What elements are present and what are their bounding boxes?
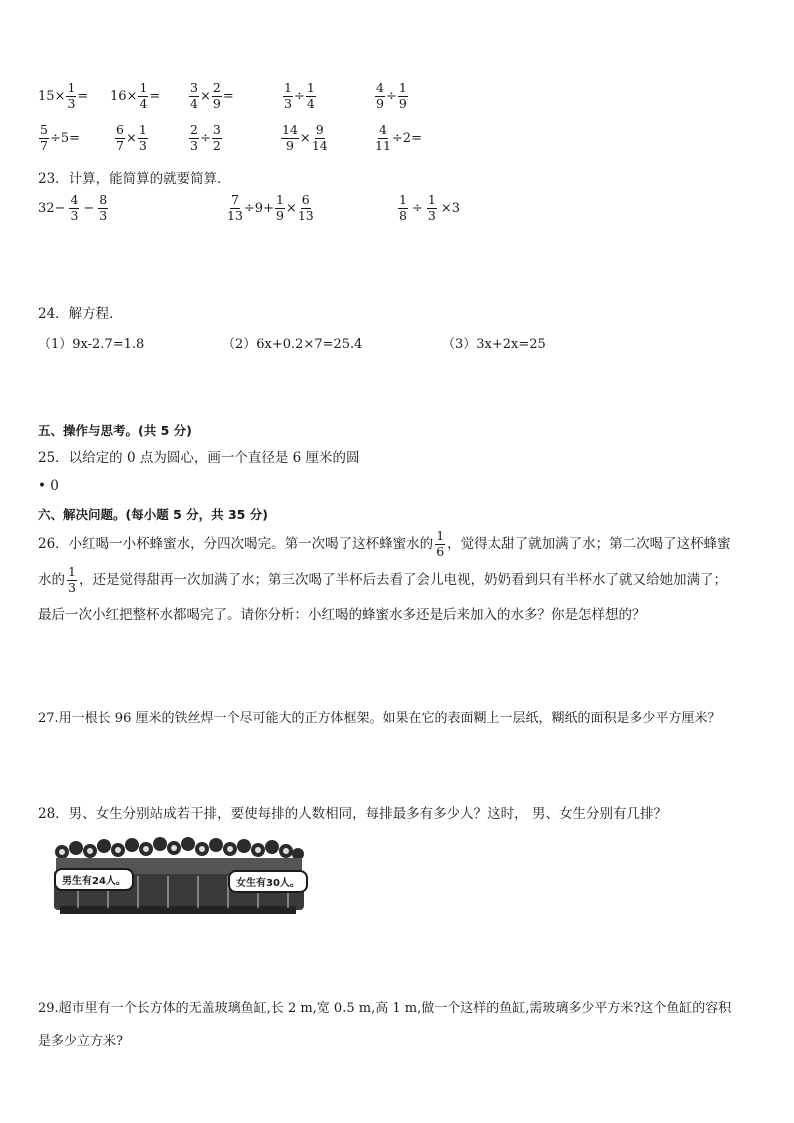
q23-expr-1: 32− $\frac{4}{3}$ − $\frac{8}{3}$ (38, 192, 108, 223)
center-point-label: • 0 (38, 478, 59, 494)
q26-text: 最后一次小红把整杯水都喝完了。请你分析：小红喝的蜂蜜水多还是后来加入的水多？你是怎样想的？ (38, 607, 646, 623)
calc-item-1 (38, 82, 88, 110)
fraction: $\frac{1}{4}$ (306, 80, 315, 111)
calc-item-6 (38, 124, 80, 152)
fraction: $\frac{1}{3}$ (68, 564, 76, 595)
calc-text: 16× (110, 88, 138, 104)
q25: 25．以给定的 0 点为圆心，画一个直径是 6 厘米的圆 (38, 450, 360, 466)
q28: 28．男、女生分别站成若干排，要使每排的人数相同，每排最多有多少人？这时， 男、女生分别有几排？ (38, 806, 667, 822)
fraction: $\frac{4}{11}$ (375, 122, 391, 153)
calc-item-10 (374, 124, 422, 152)
operator: ÷5= (49, 130, 81, 146)
q26-text: 水的 (38, 571, 65, 588)
operator: × (125, 130, 137, 146)
boys-bubble: 男生有24人。 (54, 868, 134, 891)
q29-line-1: 29.超市里有一个长方体的无盖玻璃鱼缸,长 2 m,宽 0.5 m,高 1 m,做一个这样的鱼缸,需玻璃多少平方米?这个鱼缸的容积 (38, 1001, 732, 1016)
q23-expr-3: $\frac{1}{8}$ ÷ $\frac{1}{3}$ ×3 (399, 192, 460, 223)
q26-text: ，还是觉得甜再一次加满了水；第三次喝了半杯后去看了会儿电视，奶奶看到只有半杯水了就又给她加满了； (78, 571, 727, 588)
fraction: $\frac{1}{9}$ (398, 80, 407, 111)
calc-item-4 (282, 82, 317, 110)
fraction: $\frac{3}{2}$ (212, 122, 221, 153)
operator: ÷2= (391, 130, 422, 146)
operator: ÷ (385, 88, 397, 104)
fraction: $\frac{9}{14}$ (311, 122, 328, 153)
fraction: $\frac{1}{3}$ (67, 80, 76, 111)
calc-text: = (222, 88, 234, 104)
q24-eq-2: （2）6x+0.2×7=25.4 (222, 337, 363, 352)
q26 (38, 528, 758, 630)
fraction: $\frac{6}{7}$ (116, 122, 124, 153)
fraction: $\frac{3}{4}$ (190, 80, 198, 111)
calc-item-7 (114, 124, 149, 152)
q24-eq-3: （3）3x+2x=25 (442, 337, 546, 352)
fraction: $\frac{4}{9}$ (376, 80, 384, 111)
calc-item-3 (188, 82, 234, 110)
fraction: $\frac{1}{4}$ (139, 80, 148, 111)
fraction: $\frac{1}{8}$ (399, 192, 407, 223)
q29-line-2: 是多少立方米? (38, 1034, 123, 1049)
girls-bubble: 女生有30人。 (228, 870, 308, 893)
q24-title: 24．解方程． (38, 306, 123, 322)
calc-text: 15× (38, 88, 66, 104)
fraction: $\frac{5}{7}$ (40, 122, 48, 153)
q24-eq-1: （1）9x-2.7=1.8 (38, 337, 145, 352)
q26-text: 26．小红喝一小杯蜂蜜水，分四次喝完。第一次喝了这杯蜂蜜水的 (38, 535, 434, 552)
calc-item-8 (188, 124, 223, 152)
calc-text: = (77, 88, 89, 104)
fraction: $\frac{6}{13}$ (297, 192, 314, 223)
students-illustration (48, 832, 310, 916)
fraction: $\frac{2}{3}$ (190, 122, 198, 153)
fraction: $\frac{8}{3}$ (99, 192, 108, 223)
fraction: $\frac{1}{6}$ (436, 528, 445, 559)
q27: 27.用一根长 96 厘米的铁丝焊一个尽可能大的正方体框架。如果在它的表面糊上一层纸，糊纸的面积是多少平方厘米？ (38, 711, 721, 726)
fraction: $\frac{1}{9}$ (275, 192, 284, 223)
operator: × (299, 130, 311, 146)
operator: × (199, 88, 211, 104)
section-6-heading: 六、解决问题。(每小题 5 分，共 35 分) (38, 507, 268, 522)
section-5-heading: 五、操作与思考。(共 5 分) (38, 423, 192, 438)
calc-item-2 (110, 82, 160, 110)
fraction: $\frac{2}{9}$ (212, 80, 221, 111)
operator: ÷ (199, 130, 211, 146)
operator: ÷ (293, 88, 305, 104)
q23-expr-2: $\frac{7}{13}$ ÷9+ $\frac{1}{9}$ × $\frac{6}{13}$ (227, 192, 314, 223)
q23-title: 23．计算，能简算的就要简算． (38, 171, 231, 187)
fraction: $\frac{14}{9}$ (282, 122, 298, 153)
calc-item-9 (280, 124, 329, 152)
fraction: $\frac{4}{3}$ (70, 192, 79, 223)
calc-text: = (149, 88, 161, 104)
fraction: $\frac{1}{3}$ (138, 122, 147, 153)
q26-text: ，觉得太甜了就加满了水；第二次喝了这杯蜂蜜 (447, 535, 731, 552)
fraction: $\frac{7}{13}$ (227, 192, 243, 223)
fraction: $\frac{1}{3}$ (284, 80, 292, 111)
calc-item-5 (374, 82, 409, 110)
fraction: $\frac{1}{3}$ (427, 192, 436, 223)
